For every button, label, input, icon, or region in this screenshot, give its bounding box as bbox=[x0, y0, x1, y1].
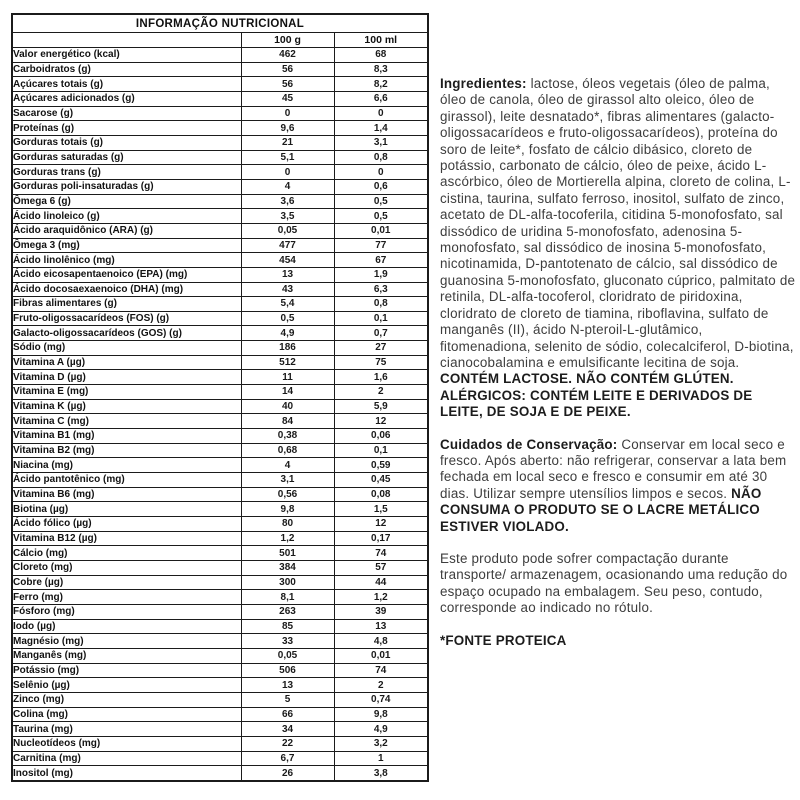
value-100g: 8,1 bbox=[241, 590, 334, 605]
table-row bbox=[12, 663, 428, 678]
value-100ml: 1 bbox=[334, 751, 428, 766]
row-label: Ácido fólico (µg) bbox=[12, 517, 241, 532]
row-label: Açúcares totais (g) bbox=[12, 77, 241, 92]
nutrition-table bbox=[11, 13, 429, 782]
value-100g: 506 bbox=[241, 663, 334, 678]
table-row bbox=[12, 370, 428, 385]
value-100g: 462 bbox=[241, 48, 334, 63]
text-segment: Este produto pode sofrer compactação durante transporte/ armazenagem, ocasionando uma redução do espaço ocupado na embalagem. Seu peso, contudo, corresponde ao indicado no rótulo. bbox=[440, 550, 788, 616]
value-100ml: 75 bbox=[334, 355, 428, 370]
value-100g: 9,8 bbox=[241, 502, 334, 517]
row-label: Sódio (mg) bbox=[12, 341, 241, 356]
row-label: Magnésio (mg) bbox=[12, 634, 241, 649]
value-100g: 5,4 bbox=[241, 297, 334, 312]
row-label: Gorduras trans (g) bbox=[12, 165, 241, 180]
row-label: Vitamina A (µg) bbox=[12, 355, 241, 370]
column-header-100ml: 100 ml bbox=[334, 33, 428, 48]
value-100ml: 12 bbox=[334, 517, 428, 532]
row-label: Niacina (mg) bbox=[12, 458, 241, 473]
value-100g: 26 bbox=[241, 766, 334, 781]
row-label: Cobre (µg) bbox=[12, 575, 241, 590]
table-row bbox=[12, 443, 428, 458]
value-100g: 40 bbox=[241, 399, 334, 414]
table-row bbox=[12, 429, 428, 444]
value-100g: 512 bbox=[241, 355, 334, 370]
value-100g: 3,5 bbox=[241, 209, 334, 224]
table-row bbox=[12, 223, 428, 238]
table-row bbox=[12, 326, 428, 341]
value-100ml: 0,17 bbox=[334, 531, 428, 546]
value-100ml: 0 bbox=[334, 165, 428, 180]
table-row bbox=[12, 48, 428, 63]
value-100ml: 2 bbox=[334, 385, 428, 400]
value-100g: 300 bbox=[241, 575, 334, 590]
value-100ml: 44 bbox=[334, 575, 428, 590]
value-100g: 13 bbox=[241, 267, 334, 282]
table-row bbox=[12, 531, 428, 546]
table-row bbox=[12, 121, 428, 136]
value-100g: 13 bbox=[241, 678, 334, 693]
table-row bbox=[12, 751, 428, 766]
protein-source-note bbox=[440, 633, 796, 649]
value-100ml: 39 bbox=[334, 604, 428, 619]
value-100ml: 0,01 bbox=[334, 223, 428, 238]
row-label: Galacto-oligossacarídeos (GOS) (g) bbox=[12, 326, 241, 341]
table-row bbox=[12, 77, 428, 92]
text-segment: Conservar em local seco e fresco. Após aberto: não refrigerar, conservar a lata bem fechada em local seco e fresco e consumir em até 30 dias. Utilizar sempre utensílios limpos e secos. bbox=[440, 436, 787, 501]
row-label: Ômega 6 (g) bbox=[12, 194, 241, 209]
table-row bbox=[12, 106, 428, 121]
table-row bbox=[12, 62, 428, 77]
value-100g: 0 bbox=[241, 106, 334, 121]
row-label: Gorduras poli-insaturadas (g) bbox=[12, 179, 241, 194]
value-100ml: 74 bbox=[334, 546, 428, 561]
table-row bbox=[12, 399, 428, 414]
value-100ml: 1,4 bbox=[334, 121, 428, 136]
value-100g: 0,68 bbox=[241, 443, 334, 458]
row-label: Ferro (mg) bbox=[12, 590, 241, 605]
table-row bbox=[12, 297, 428, 312]
value-100ml: 9,8 bbox=[334, 707, 428, 722]
row-label: Vitamina B1 (mg) bbox=[12, 429, 241, 444]
row-label: Manganês (mg) bbox=[12, 648, 241, 663]
table-row bbox=[12, 135, 428, 150]
value-100ml: 0,01 bbox=[334, 648, 428, 663]
text-segment: NÃO CONSUMA O PRODUTO SE O LACRE METÁLICO ESTIVER VIOLADO. bbox=[440, 485, 762, 534]
table-row bbox=[12, 634, 428, 649]
row-label: Nucleotídeos (mg) bbox=[12, 736, 241, 751]
value-100g: 11 bbox=[241, 370, 334, 385]
value-100g: 21 bbox=[241, 135, 334, 150]
value-100g: 3,6 bbox=[241, 194, 334, 209]
table-row bbox=[12, 707, 428, 722]
row-label: Vitamina B6 (mg) bbox=[12, 487, 241, 502]
value-100ml: 5,9 bbox=[334, 399, 428, 414]
text-segment: CONTÉM LACTOSE. NÃO CONTÉM GLÚTEN. ALÉRGICOS: CONTÉM LEITE E DERIVADOS DE LEITE, DE SOJA E DE PEIXE. bbox=[440, 371, 753, 420]
table-row bbox=[12, 194, 428, 209]
value-100g: 80 bbox=[241, 517, 334, 532]
value-100g: 5 bbox=[241, 692, 334, 707]
value-100ml: 1,6 bbox=[334, 370, 428, 385]
value-100ml: 3,1 bbox=[334, 135, 428, 150]
value-100g: 43 bbox=[241, 282, 334, 297]
value-100g: 4 bbox=[241, 179, 334, 194]
value-100ml: 4,8 bbox=[334, 634, 428, 649]
value-100g: 45 bbox=[241, 91, 334, 106]
row-label: Zinco (mg) bbox=[12, 692, 241, 707]
row-label: Vitamina K (µg) bbox=[12, 399, 241, 414]
value-100g: 5,1 bbox=[241, 150, 334, 165]
value-100g: 6,7 bbox=[241, 751, 334, 766]
value-100ml: 0,8 bbox=[334, 297, 428, 312]
value-100g: 0,56 bbox=[241, 487, 334, 502]
value-100ml: 57 bbox=[334, 560, 428, 575]
value-100ml: 0,6 bbox=[334, 179, 428, 194]
value-100g: 0,5 bbox=[241, 311, 334, 326]
value-100ml: 0,45 bbox=[334, 473, 428, 488]
value-100g: 56 bbox=[241, 77, 334, 92]
value-100g: 1,2 bbox=[241, 531, 334, 546]
table-row bbox=[12, 385, 428, 400]
row-label: Ômega 3 (mg) bbox=[12, 238, 241, 253]
value-100g: 0,05 bbox=[241, 223, 334, 238]
value-100ml: 6,6 bbox=[334, 91, 428, 106]
table-row bbox=[12, 414, 428, 429]
empty-header-cell bbox=[12, 33, 241, 48]
table-row bbox=[12, 546, 428, 561]
row-label: Vitamina D (µg) bbox=[12, 370, 241, 385]
row-label: Açúcares adicionados (g) bbox=[12, 91, 241, 106]
table-row bbox=[12, 267, 428, 282]
row-label: Carboidratos (g) bbox=[12, 62, 241, 77]
row-label: Ácido araquidônico (ARA) (g) bbox=[12, 223, 241, 238]
value-100g: 384 bbox=[241, 560, 334, 575]
value-100ml: 0,06 bbox=[334, 429, 428, 444]
row-label: Fibras alimentares (g) bbox=[12, 297, 241, 312]
row-label: Vitamina B12 (µg) bbox=[12, 531, 241, 546]
row-label: Ácido pantotênico (mg) bbox=[12, 473, 241, 488]
value-100g: 84 bbox=[241, 414, 334, 429]
row-label: Selênio (µg) bbox=[12, 678, 241, 693]
value-100g: 66 bbox=[241, 707, 334, 722]
value-100ml: 77 bbox=[334, 238, 428, 253]
row-label: Vitamina E (mg) bbox=[12, 385, 241, 400]
value-100ml: 0,8 bbox=[334, 150, 428, 165]
row-label: Cloreto (mg) bbox=[12, 560, 241, 575]
table-row bbox=[12, 91, 428, 106]
value-100ml: 74 bbox=[334, 663, 428, 678]
value-100g: 33 bbox=[241, 634, 334, 649]
table-row bbox=[12, 253, 428, 268]
row-label: Potássio (mg) bbox=[12, 663, 241, 678]
row-label: Vitamina B2 (mg) bbox=[12, 443, 241, 458]
table-row bbox=[12, 590, 428, 605]
value-100g: 56 bbox=[241, 62, 334, 77]
table-row bbox=[12, 678, 428, 693]
table-body bbox=[12, 48, 428, 782]
table-row bbox=[12, 282, 428, 297]
text-segment: Ingredientes: bbox=[440, 76, 531, 91]
value-100ml: 1,2 bbox=[334, 590, 428, 605]
value-100ml: 0 bbox=[334, 106, 428, 121]
value-100ml: 3,8 bbox=[334, 766, 428, 781]
value-100g: 9,6 bbox=[241, 121, 334, 136]
row-label: Sacarose (g) bbox=[12, 106, 241, 121]
value-100ml: 8,3 bbox=[334, 62, 428, 77]
value-100ml: 2 bbox=[334, 678, 428, 693]
value-100ml: 0,74 bbox=[334, 692, 428, 707]
row-label: Ácido linolênico (mg) bbox=[12, 253, 241, 268]
table-units-row bbox=[12, 33, 428, 48]
table-row bbox=[12, 575, 428, 590]
storage-paragraph bbox=[440, 437, 796, 535]
table-row bbox=[12, 473, 428, 488]
row-label: Ácido linoleico (g) bbox=[12, 209, 241, 224]
value-100ml: 6,3 bbox=[334, 282, 428, 297]
row-label: Biotina (µg) bbox=[12, 502, 241, 517]
value-100g: 501 bbox=[241, 546, 334, 561]
value-100g: 22 bbox=[241, 736, 334, 751]
ingredients-paragraph bbox=[440, 76, 796, 421]
value-100g: 186 bbox=[241, 341, 334, 356]
value-100ml: 0,5 bbox=[334, 194, 428, 209]
value-100ml: 27 bbox=[334, 341, 428, 356]
value-100ml: 67 bbox=[334, 253, 428, 268]
row-label: Ácido eicosapentaenoico (EPA) (mg) bbox=[12, 267, 241, 282]
table-row bbox=[12, 458, 428, 473]
row-label: Carnitina (mg) bbox=[12, 751, 241, 766]
value-100g: 263 bbox=[241, 604, 334, 619]
value-100g: 4 bbox=[241, 458, 334, 473]
value-100g: 4,9 bbox=[241, 326, 334, 341]
row-label: Inositol (mg) bbox=[12, 766, 241, 781]
value-100g: 14 bbox=[241, 385, 334, 400]
table-row bbox=[12, 736, 428, 751]
value-100ml: 12 bbox=[334, 414, 428, 429]
value-100g: 477 bbox=[241, 238, 334, 253]
table-row bbox=[12, 150, 428, 165]
value-100g: 34 bbox=[241, 722, 334, 737]
table-row bbox=[12, 341, 428, 356]
table-row bbox=[12, 619, 428, 634]
row-label: Iodo (µg) bbox=[12, 619, 241, 634]
value-100ml: 0,1 bbox=[334, 311, 428, 326]
table-row bbox=[12, 604, 428, 619]
row-label: Gorduras totais (g) bbox=[12, 135, 241, 150]
table-row bbox=[12, 209, 428, 224]
row-label: Valor energético (kcal) bbox=[12, 48, 241, 63]
value-100g: 454 bbox=[241, 253, 334, 268]
value-100ml: 0,7 bbox=[334, 326, 428, 341]
table-row bbox=[12, 355, 428, 370]
table-row bbox=[12, 560, 428, 575]
value-100ml: 1,9 bbox=[334, 267, 428, 282]
table-row bbox=[12, 648, 428, 663]
table-row bbox=[12, 502, 428, 517]
row-label: Ácido docosaexaenoico (DHA) (mg) bbox=[12, 282, 241, 297]
compaction-paragraph bbox=[440, 551, 796, 617]
value-100g: 0,05 bbox=[241, 648, 334, 663]
column-header-100g: 100 g bbox=[241, 33, 334, 48]
table-row bbox=[12, 165, 428, 180]
value-100ml: 0,1 bbox=[334, 443, 428, 458]
row-label: Fósforo (mg) bbox=[12, 604, 241, 619]
value-100ml: 1,5 bbox=[334, 502, 428, 517]
value-100ml: 68 bbox=[334, 48, 428, 63]
text-segment: *FONTE PROTEICA bbox=[440, 632, 567, 648]
row-label: Colina (mg) bbox=[12, 707, 241, 722]
value-100ml: 3,2 bbox=[334, 736, 428, 751]
right-panel bbox=[440, 76, 796, 665]
table-row bbox=[12, 311, 428, 326]
table-row bbox=[12, 692, 428, 707]
table-title: INFORMAÇÃO NUTRICIONAL bbox=[12, 14, 428, 33]
value-100g: 0,38 bbox=[241, 429, 334, 444]
text-segment: Cuidados de Conservação: bbox=[440, 436, 622, 452]
row-label: Taurina (mg) bbox=[12, 722, 241, 737]
text-segment: lactose, óleos vegetais (óleo de palma, óleo de canola, óleo de girassol alto oleico, óleo de girassol), leite desnatado*, fibras alimentares (galacto-oligossacarídeos e fruto-oligossacarídeos), proteína do soro de leite*, fosfato de cálcio dibásico, cloreto de potássio, carbonato de cálcio, óleo de peixe, ácido L-ascórbico, óleo de Mortierella alpina, cloreto de colina, L-cistina, taurina, sulfato ferroso, inositol, sulfato de zinco, acetato de DL-alfa-tocoferila, citidina 5-monofosfato, sal dissódico de uridina 5-monofosfato, adenosina 5-monofosfato, sal dissódico de inosina 5-monofosfato, nicotinamida, D-pantotenato de cálcio, sal dissódico de guanosina 5-monofosfato, gluconato cúprico, palmitato de retinila, DL-alfa-tocoferol, cloridrato de piridoxina, cloridrato de cloreto de tiamina, riboflavina, sulfato de manganês (II), ácido N-pteroil-L-glutâmico, fitomenadiona, selenito de sódio, colecalciferol, D-biotina, cianocobalamina e emulsificante lecitina de soja. bbox=[440, 76, 796, 370]
value-100g: 85 bbox=[241, 619, 334, 634]
table-row bbox=[12, 517, 428, 532]
row-label: Cálcio (mg) bbox=[12, 546, 241, 561]
table-row bbox=[12, 238, 428, 253]
value-100ml: 8,2 bbox=[334, 77, 428, 92]
table-row bbox=[12, 487, 428, 502]
table-row bbox=[12, 722, 428, 737]
row-label: Fruto-oligossacarídeos (FOS) (g) bbox=[12, 311, 241, 326]
value-100ml: 13 bbox=[334, 619, 428, 634]
table-row bbox=[12, 179, 428, 194]
table-title-row bbox=[12, 14, 428, 33]
row-label: Proteínas (g) bbox=[12, 121, 241, 136]
value-100g: 0 bbox=[241, 165, 334, 180]
value-100ml: 0,59 bbox=[334, 458, 428, 473]
value-100g: 3,1 bbox=[241, 473, 334, 488]
value-100ml: 4,9 bbox=[334, 722, 428, 737]
value-100ml: 0,08 bbox=[334, 487, 428, 502]
row-label: Vitamina C (mg) bbox=[12, 414, 241, 429]
value-100ml: 0,5 bbox=[334, 209, 428, 224]
table-row bbox=[12, 766, 428, 781]
row-label: Gorduras saturadas (g) bbox=[12, 150, 241, 165]
